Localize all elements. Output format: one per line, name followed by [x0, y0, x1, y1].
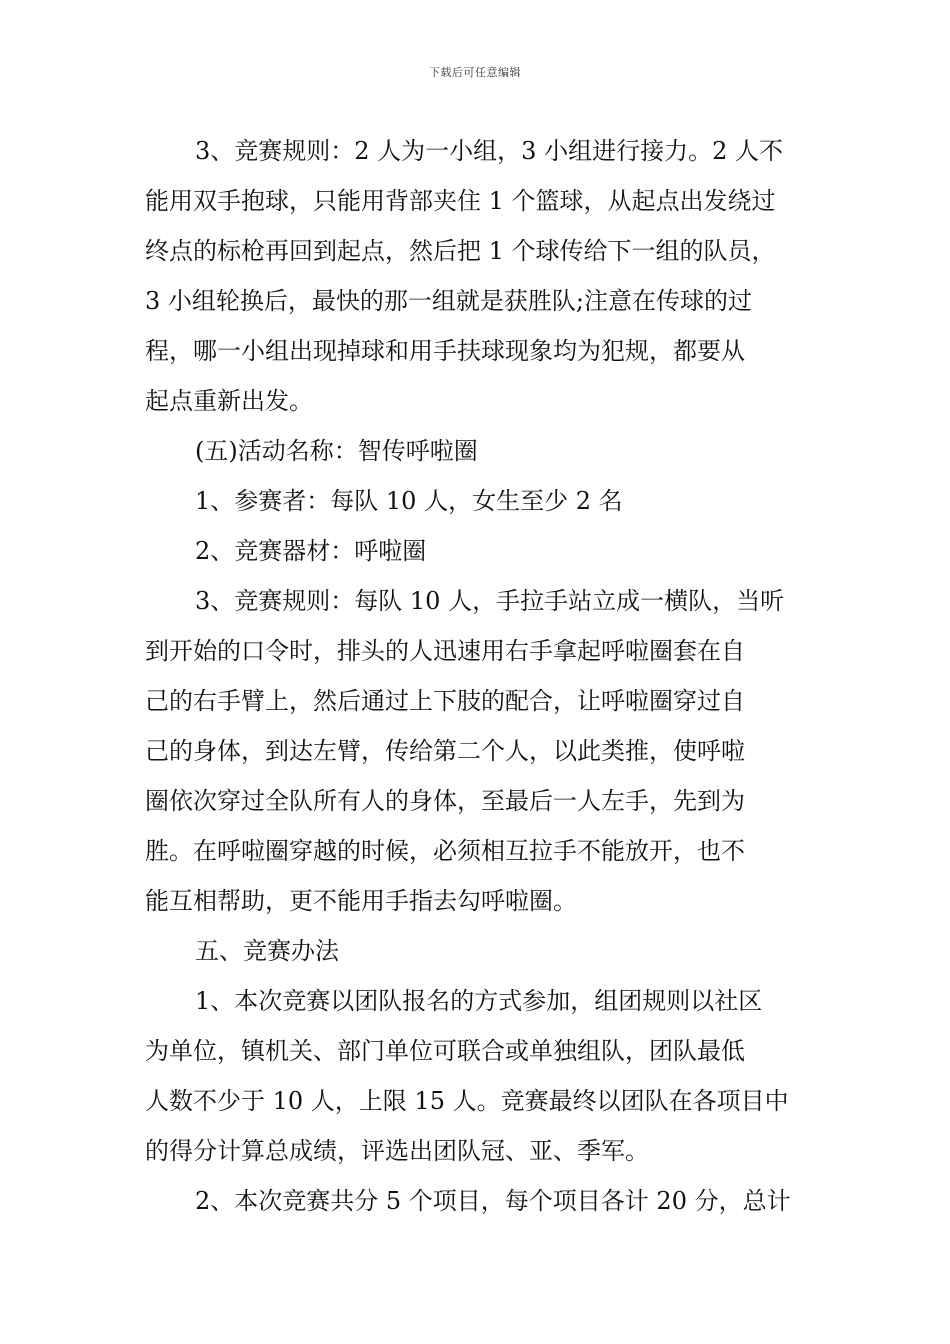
- text-line-20: 人数不少于 10 人，上限 15 人。竞赛最终以团队在各项目中: [145, 1087, 789, 1115]
- text-line-2: 能用双手抱球，只能用背部夹住 1 个篮球，从起点出发绕过: [145, 187, 776, 215]
- text-line-4: 3 小组轮换后，最快的那一组就是获胜队;注意在传球的过: [145, 287, 752, 315]
- text-line-16: 能互相帮助，更不能用手指去勾呼啦圈。: [145, 887, 577, 915]
- text-line-19: 为单位，镇机关、部门单位可联合或单独组队，团队最低: [145, 1037, 745, 1065]
- text-line-14: 圈依次穿过全队所有人的身体，至最后一人左手，先到为: [145, 787, 745, 815]
- page-header: 下载后可任意编辑: [429, 66, 521, 79]
- document-body: [145, 126, 813, 1226]
- section-heading-competition-method: 五、竞赛办法: [195, 937, 339, 965]
- text-line-1: 3、竞赛规则：2 人为一小组，3 小组进行接力。2 人不: [195, 137, 783, 165]
- section-heading-activity-5: (五)活动名称：智传呼啦圈: [195, 437, 478, 465]
- text-line-6: 起点重新出发。: [145, 387, 313, 415]
- text-line-11: 到开始的口令时，排头的人迅速用右手拿起呼啦圈套在自: [145, 637, 745, 665]
- text-line-3: 终点的标枪再回到起点，然后把 1 个球传给下一组的队员，: [145, 237, 776, 265]
- text-line-9: 2、竞赛器材：呼啦圈: [195, 537, 427, 565]
- text-line-8: 1、参赛者：每队 10 人，女生至少 2 名: [195, 487, 623, 515]
- text-line-15: 胜。在呼啦圈穿越的时候，必须相互拉手不能放开，也不: [145, 837, 745, 865]
- text-line-21: 的得分计算总成绩，评选出团队冠、亚、季军。: [145, 1137, 649, 1165]
- text-line-13: 己的身体，到达左臂，传给第二个人，以此类推，使呼啦: [145, 737, 745, 765]
- text-line-18: 1、本次竞赛以团队报名的方式参加，组团规则以社区: [195, 987, 763, 1015]
- text-line-12: 己的右手臂上，然后通过上下肢的配合，让呼啦圈穿过自: [145, 687, 745, 715]
- text-line-22: 2、本次竞赛共分 5 个项目，每个项目各计 20 分，总计: [195, 1187, 791, 1215]
- text-line-5: 程，哪一小组出现掉球和用手扶球现象均为犯规，都要从: [145, 337, 745, 365]
- text-line-10: 3、竞赛规则：每队 10 人，手拉手站立成一横队，当听: [195, 587, 785, 615]
